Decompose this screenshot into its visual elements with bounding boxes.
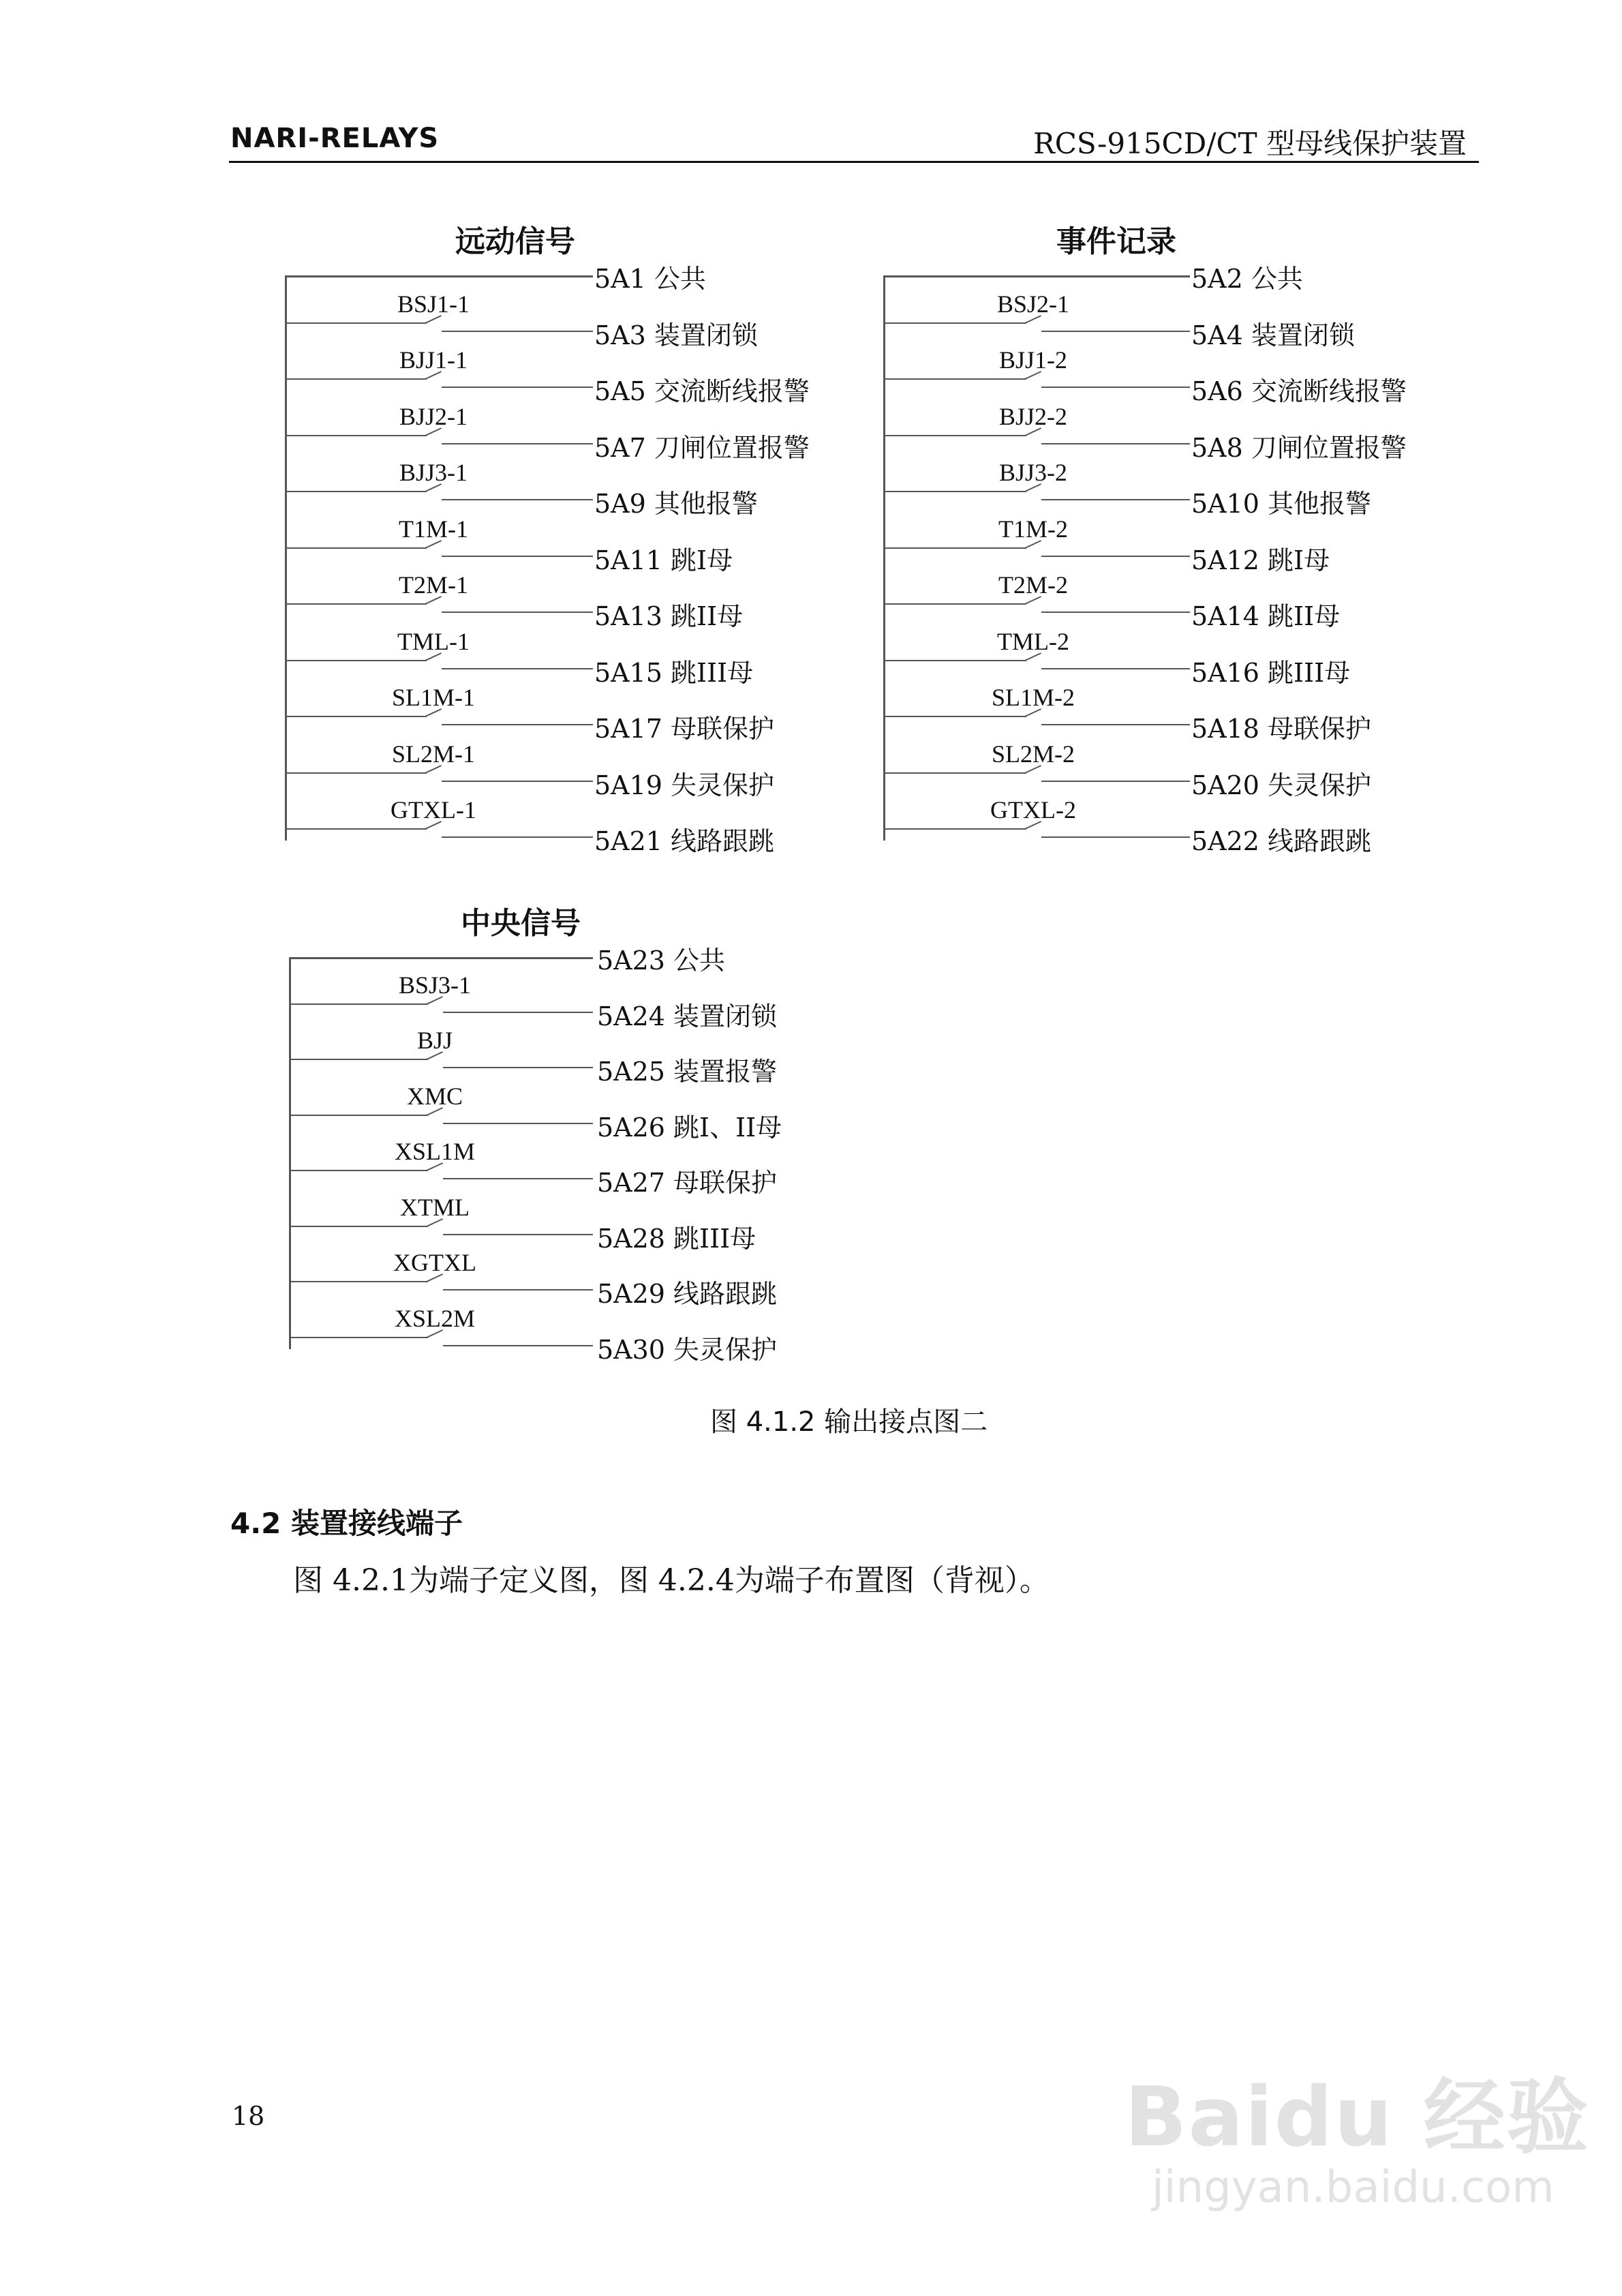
baidu-watermark (1124, 2052, 1590, 2213)
page-number: 18 (232, 2101, 265, 2131)
relay-contact-label: TML-2 (997, 627, 1069, 655)
contact-left-wire (285, 603, 427, 605)
contact-left-wire (285, 660, 427, 661)
contact-right-wire (442, 836, 593, 838)
contact-right-wire (1041, 331, 1190, 332)
contact-left-wire (883, 547, 1026, 549)
relay-contact-label: BJJ1-1 (399, 346, 468, 374)
terminal-label: 5A4 装置闭锁 (1191, 320, 1355, 350)
terminal-label: 5A17 母联保护 (594, 714, 775, 744)
contact-left-wire (289, 1281, 428, 1282)
relay-contact-label: TML-1 (397, 627, 470, 655)
relay-contact-label: BSJ1-1 (397, 290, 470, 318)
terminal-label: 5A27 母联保护 (597, 1168, 778, 1198)
terminal-label: 5A26 跳I、II母 (597, 1112, 782, 1143)
contact-left-wire (289, 1226, 428, 1227)
contact-left-wire (285, 772, 427, 774)
panel-title: 事件记录 (1056, 224, 1176, 259)
watermark-brand: Baidu 经验 (1124, 2070, 1590, 2165)
common-terminal-label: 5A23 公共 (597, 946, 726, 976)
contact-right-wire (1041, 499, 1190, 500)
relay-contact-label: SL2M-1 (391, 740, 475, 768)
contact-left-wire (285, 378, 427, 380)
contact-right-wire (443, 1345, 593, 1346)
terminal-label: 5A13 跳II母 (594, 601, 744, 631)
contact-left-wire (883, 772, 1026, 774)
relay-contact-label: BSJ3-1 (398, 971, 472, 999)
relay-contact-label: GTXL-1 (391, 796, 476, 824)
contact-left-wire (289, 1003, 428, 1005)
contact-right-wire (443, 1123, 593, 1124)
contact-right-wire (1041, 611, 1190, 613)
contact-right-wire (442, 499, 593, 500)
contact-left-wire (883, 322, 1026, 324)
terminal-label: 5A20 失灵保护 (1191, 770, 1372, 800)
relay-contact-label: XGTXL (393, 1249, 476, 1276)
section-paragraph: 图 4.2.1为端子定义图，图 4.2.4为端子布置图（背视）。 (293, 1563, 1050, 1598)
panel-title: 远动信号 (455, 224, 575, 259)
contact-right-wire (443, 1234, 593, 1235)
terminal-label: 5A16 跳III母 (1191, 657, 1351, 688)
terminal-label: 5A12 跳I母 (1191, 545, 1330, 575)
terminal-label: 5A28 跳III母 (597, 1223, 756, 1254)
terminal-label: 5A11 跳I母 (594, 545, 733, 575)
terminal-label: 5A22 线路跟跳 (1191, 826, 1372, 856)
contact-left-wire (285, 716, 427, 717)
contact-left-wire (285, 547, 427, 549)
contact-right-wire (442, 781, 593, 782)
bus-line (883, 275, 885, 841)
terminal-label: 5A19 失灵保护 (594, 770, 775, 800)
relay-contact-label: T2M-2 (998, 571, 1068, 599)
contact-left-wire (289, 1059, 428, 1060)
panel-title: 中央信号 (461, 906, 581, 941)
contact-right-wire (1041, 387, 1190, 388)
contact-right-wire (1041, 556, 1190, 557)
terminal-label: 5A25 装置报警 (597, 1057, 778, 1087)
relay-contact-label: SL1M-1 (391, 684, 475, 711)
contact-right-wire (442, 556, 593, 557)
relay-contact-label: BSJ2-1 (996, 290, 1070, 318)
section-heading: 4.2 装置接线端子 (230, 1507, 463, 1540)
relay-contact-label: SL1M-2 (991, 684, 1075, 711)
bus-line (289, 957, 291, 1349)
contact-left-wire (285, 435, 427, 436)
terminal-label: 5A6 交流断线报警 (1191, 376, 1407, 406)
contact-right-wire (442, 331, 593, 332)
contact-left-wire (883, 435, 1026, 436)
relay-contact-label: BJJ1-2 (998, 346, 1068, 374)
relay-contact-label: GTXL-2 (990, 796, 1076, 824)
watermark-url: jingyan.baidu.com (1152, 2162, 1555, 2213)
common-terminal-label: 5A2 公共 (1191, 264, 1303, 294)
contact-right-wire (443, 1289, 593, 1290)
contact-left-wire (883, 603, 1026, 605)
common-terminal-label: 5A1 公共 (594, 264, 706, 294)
relay-contact-label: BJJ (416, 1027, 453, 1054)
relay-contact-label: T1M-1 (399, 515, 468, 543)
relay-contact-label: BJJ3-2 (998, 459, 1068, 486)
terminal-label: 5A30 失灵保护 (597, 1334, 778, 1365)
terminal-label: 5A14 跳II母 (1191, 601, 1341, 631)
common-wire (883, 275, 1190, 277)
contact-right-wire (443, 1012, 593, 1013)
contact-left-wire (285, 322, 427, 324)
contact-right-wire (1041, 781, 1190, 782)
contact-right-wire (1041, 668, 1190, 669)
relay-contact-label: T2M-1 (399, 571, 468, 599)
figure-caption: 图 4.1.2 输出接点图二 (710, 1406, 988, 1438)
contact-left-wire (289, 1115, 428, 1116)
contact-right-wire (443, 1178, 593, 1179)
contact-right-wire (443, 1067, 593, 1068)
header-divider (229, 161, 1479, 163)
contact-right-wire (1041, 443, 1190, 444)
contact-left-wire (883, 716, 1026, 717)
contact-right-wire (442, 668, 593, 669)
relay-contact-label: BJJ3-1 (399, 459, 468, 486)
contact-left-wire (883, 491, 1026, 492)
contact-right-wire (442, 611, 593, 613)
relay-contact-label: XSL2M (394, 1304, 476, 1332)
relay-contact-label: XTML (400, 1193, 470, 1221)
terminal-label: 5A18 母联保护 (1191, 714, 1372, 744)
contact-right-wire (442, 724, 593, 725)
relay-contact-label: BJJ2-2 (998, 402, 1068, 430)
relay-contact-label: XMC (406, 1082, 463, 1110)
relay-contact-label: T1M-2 (998, 515, 1068, 543)
terminal-label: 5A8 刀闸位置报警 (1191, 432, 1407, 463)
terminal-label: 5A21 线路跟跳 (594, 826, 775, 856)
contact-right-wire (1041, 724, 1190, 725)
common-wire (285, 275, 593, 277)
contact-right-wire (1041, 836, 1190, 838)
contact-left-wire (883, 660, 1026, 661)
terminal-label: 5A24 装置闭锁 (597, 1001, 778, 1031)
relay-contact-label: BJJ2-1 (399, 402, 468, 430)
brand-logo-text: NARI-RELAYS (230, 123, 440, 154)
terminal-label: 5A10 其他报警 (1191, 489, 1372, 519)
document-title: RCS-915CD/CT 型母线保护装置 (1033, 127, 1467, 160)
terminal-label: 5A9 其他报警 (594, 489, 758, 519)
contact-left-wire (285, 828, 427, 830)
contact-left-wire (289, 1337, 428, 1338)
terminal-label: 5A15 跳III母 (594, 657, 754, 688)
contact-left-wire (883, 378, 1026, 380)
terminal-label: 5A3 装置闭锁 (594, 320, 758, 350)
relay-contact-label: SL2M-2 (991, 740, 1075, 768)
contact-left-wire (883, 828, 1026, 830)
terminal-label: 5A5 交流断线报警 (594, 376, 810, 406)
contact-left-wire (285, 491, 427, 492)
common-wire (289, 957, 593, 959)
contact-right-wire (442, 387, 593, 388)
relay-contact-label: XSL1M (394, 1138, 476, 1165)
terminal-label: 5A7 刀闸位置报警 (594, 432, 810, 463)
contact-left-wire (289, 1170, 428, 1171)
terminal-label: 5A29 线路跟跳 (597, 1279, 778, 1309)
contact-right-wire (442, 443, 593, 444)
bus-line (285, 275, 287, 841)
